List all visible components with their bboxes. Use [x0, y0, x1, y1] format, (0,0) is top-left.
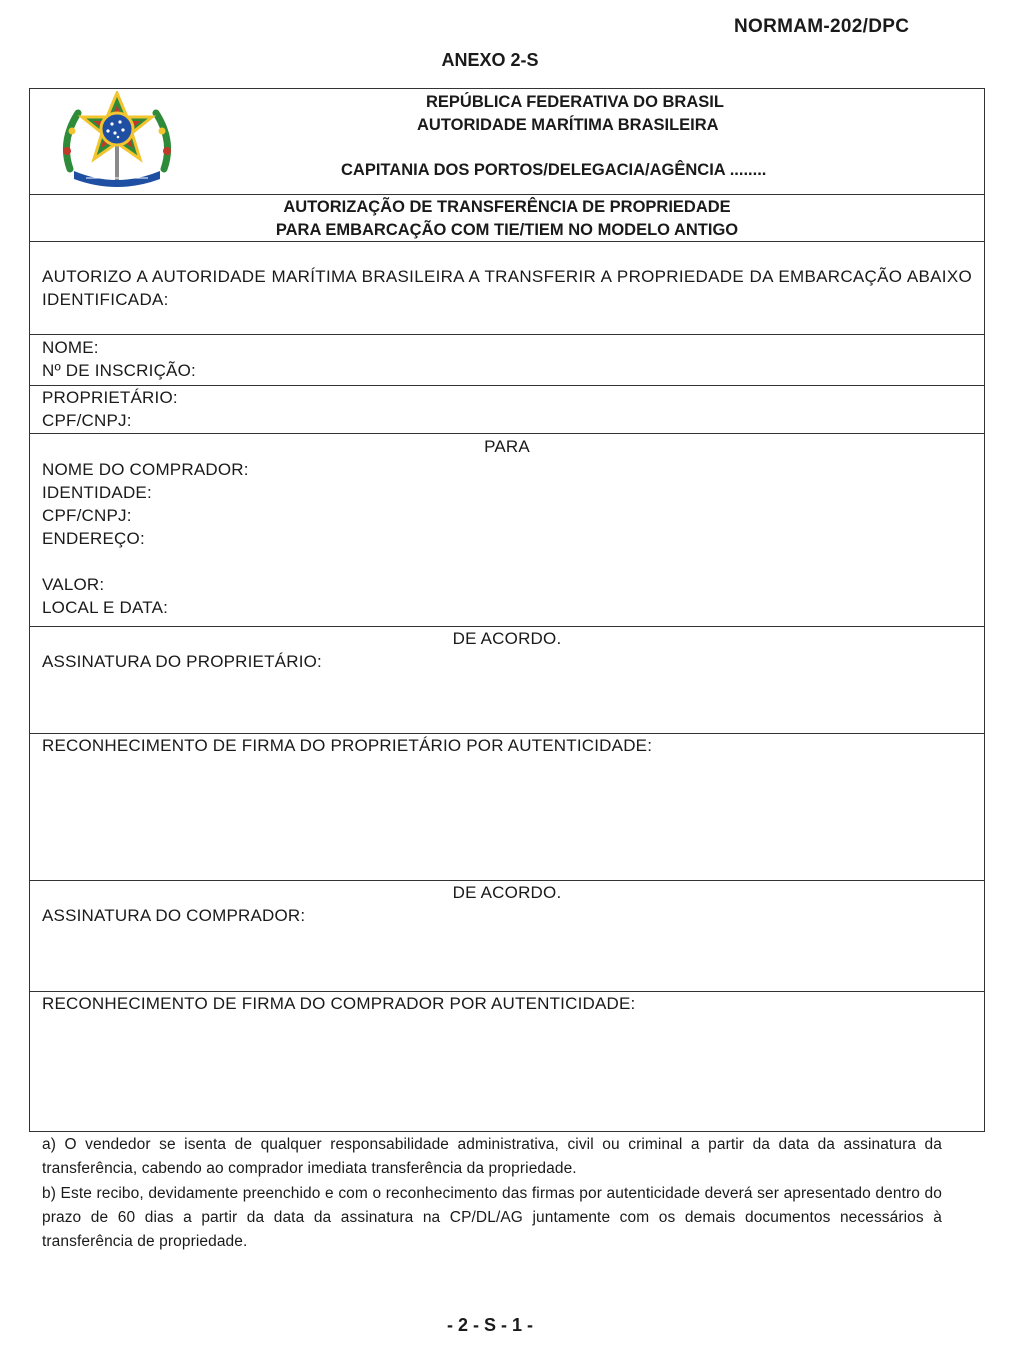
transfer-form	[29, 88, 985, 1132]
buyer-id-label: IDENTIDADE:	[42, 483, 152, 502]
owner-recognition-label: RECONHECIMENTO DE FIRMA DO PROPRIETÁRIO POR AUTENTICIDADE:	[42, 736, 653, 755]
document-code: NORMAM-202/DPC	[734, 16, 910, 37]
buyer-cpf-label: CPF/CNPJ:	[42, 506, 132, 525]
header-republic: REPÚBLICA FEDERATIVA DO BRASIL	[426, 93, 724, 111]
owner-signature-label: ASSINATURA DO PROPRIETÁRIO:	[42, 652, 322, 671]
para-label: PARA	[484, 437, 530, 456]
buyer-name-label: NOME DO COMPRADOR:	[42, 460, 249, 479]
coat-of-arms-icon	[52, 91, 182, 191]
vessel-section	[30, 335, 984, 386]
form-header	[30, 89, 984, 195]
note-a: a) O vendedor se isenta de qualquer responsabilidade administrativa, civil ou criminal a partir da data da assinatura da transferência, cabendo ao comprador imediata transferência da propriedade.	[42, 1136, 942, 1178]
authorization-text: AUTORIZO A AUTORIDADE MARÍTIMA BRASILEIRA A TRANSFERIR A PROPRIEDADE DA EMBARCAÇÃO ABAIXO IDENTIFICADA:	[42, 267, 972, 309]
buyer-section	[30, 434, 984, 627]
note-b: b) Este recibo, devidamente preenchido e com o reconhecimento das firmas por autenticidade deverá ser apresentado dentro do prazo de 60 dias a partir da data da assinatura na CP/DL/AG juntamente com os demais documentos necessários à transferência de propriedade.	[42, 1184, 942, 1251]
buyer-signature-label: ASSINATURA DO COMPRADOR:	[42, 906, 306, 925]
header-captaincy: CAPITANIA DOS PORTOS/DELEGACIA/AGÊNCIA ........	[341, 161, 767, 179]
header-authority: AUTORIDADE MARÍTIMA BRASILEIRA	[417, 116, 719, 134]
form-title	[30, 195, 984, 242]
buyer-agreement-section	[30, 881, 984, 992]
owner-section	[30, 386, 984, 434]
notes-section	[42, 1133, 942, 1254]
buyer-recognition-label: RECONHECIMENTO DE FIRMA DO COMPRADOR POR AUTENTICIDADE:	[42, 994, 636, 1013]
owner-agreement-section	[30, 627, 984, 734]
registration-number-label: Nº DE INSCRIÇÃO:	[42, 361, 196, 380]
vessel-name-label: NOME:	[42, 338, 99, 357]
owner-cpf-label: CPF/CNPJ:	[42, 411, 132, 430]
title-line-2: PARA EMBARCAÇÃO COM TIE/TIEM NO MODELO ANTIGO	[275, 221, 739, 239]
owner-agree-label: DE ACORDO.	[452, 629, 562, 648]
title-line-1: AUTORIZAÇÃO DE TRANSFERÊNCIA DE PROPRIEDADE	[283, 198, 731, 216]
authorization-section	[30, 242, 984, 335]
buyer-address-label: ENDEREÇO:	[42, 529, 145, 548]
page-number: - 2 - S - 1 -	[446, 1315, 533, 1335]
place-date-label: LOCAL E DATA:	[42, 598, 169, 617]
buyer-recognition-section	[30, 992, 984, 1133]
owner-recognition-section	[30, 734, 984, 881]
buyer-agree-label: DE ACORDO.	[452, 883, 562, 902]
value-label: VALOR:	[42, 575, 105, 594]
annex-title: ANEXO 2-S	[441, 50, 539, 70]
owner-label: PROPRIETÁRIO:	[42, 388, 178, 407]
